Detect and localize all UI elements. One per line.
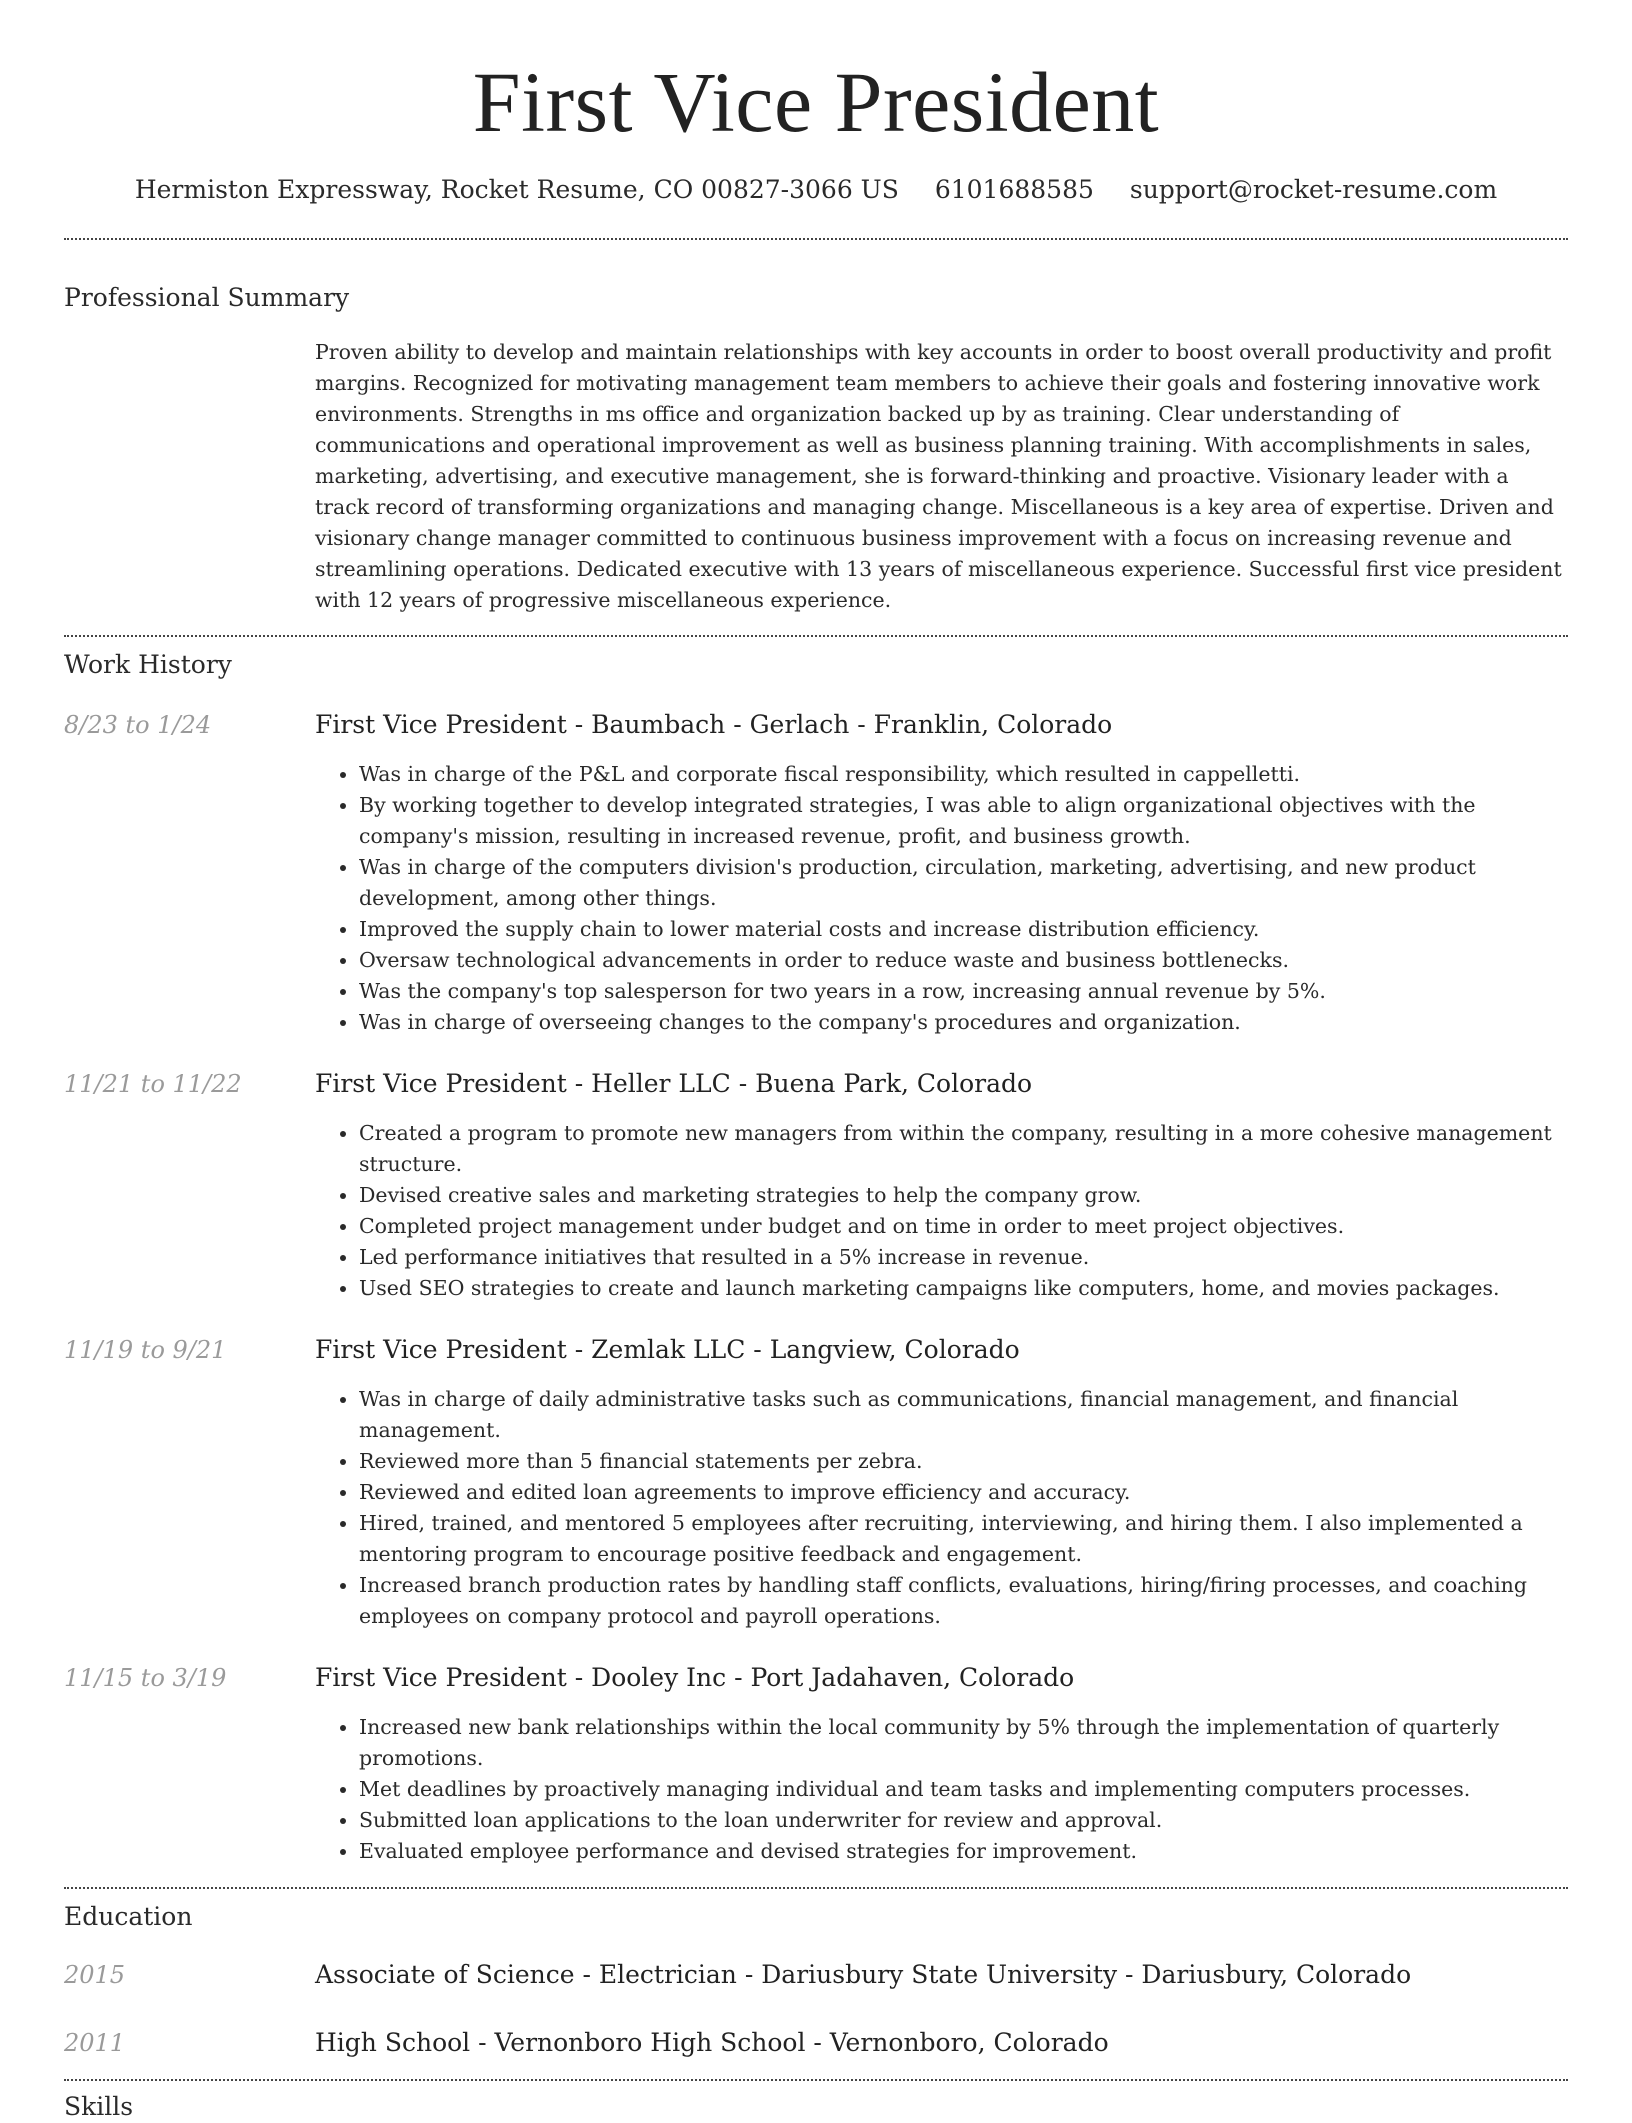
job-date: 11/15 to 3/19 [64, 1664, 227, 1692]
job-bullet: • Devised creative sales and marketing strategies to help the company grow. [359, 1180, 1568, 1211]
job-bullet: • By working together to develop integrated strategies, I was able to align organizational objectives with the company's mission, resulting in increased revenue, profit, and business growth. [359, 790, 1568, 852]
divider [64, 238, 1568, 240]
job-bullets [315, 1118, 1568, 1304]
job-bullet: • Created a program to promote new managers from within the company, resulting in a more cohesive management structure. [359, 1118, 1568, 1180]
job-bullet: • Reviewed more than 5 financial statements per zebra. [359, 1446, 1568, 1477]
job-bullet: • Submitted loan applications to the loan underwriter for review and approval. [359, 1805, 1568, 1836]
education-entry [64, 2027, 1568, 2059]
divider [64, 635, 1568, 637]
divider [64, 2079, 1568, 2081]
job-heading: First Vice President - Zemlak LLC - Langview, Colorado [315, 1335, 1020, 1364]
education-entry [64, 1959, 1568, 1991]
job-bullet: • Was in charge of daily administrative tasks such as communications, financial management, and financial management. [359, 1384, 1568, 1446]
job-entry [64, 1662, 1568, 1867]
job-bullet: • Was in charge of overseeing changes to the company's procedures and organization. [359, 1007, 1568, 1038]
job-bullet: • Completed project management under budget and on time in order to meet project objectives. [359, 1211, 1568, 1242]
job-bullets [315, 759, 1568, 1038]
job-bullet: • Met deadlines by proactively managing individual and team tasks and implementing computers processes. [359, 1774, 1568, 1805]
job-bullet: • Hired, trained, and mentored 5 employees after recruiting, interviewing, and hiring them. I also implemented a mentoring program to encourage positive feedback and engagement. [359, 1508, 1568, 1570]
job-date: 11/21 to 11/22 [64, 1070, 242, 1098]
job-body [315, 1662, 1568, 1867]
resume-page [64, 0, 1568, 2123]
contact-address: Hermiston Expressway, Rocket Resume, CO 00827-3066 US [134, 175, 899, 204]
education-section-title: Education [64, 1902, 193, 1931]
job-bullet: • Evaluated employee performance and devised strategies for improvement. [359, 1836, 1568, 1867]
job-bullet: • Increased branch production rates by handling staff conflicts, evaluations, hiring/firing processes, and coaching employees on company protocol and payroll operations. [359, 1570, 1568, 1632]
job-heading: First Vice President - Heller LLC - Buena Park, Colorado [315, 1069, 1033, 1098]
summary-section-title: Professional Summary [64, 283, 350, 312]
divider [64, 1887, 1568, 1889]
job-bullet: • Increased new bank relationships within the local community by 5% through the implementation of quarterly promotions. [359, 1712, 1568, 1774]
job-bullet: • Was the company's top salesperson for two years in a row, increasing annual revenue by 5%. [359, 976, 1568, 1007]
job-bullet: • Improved the supply chain to lower material costs and increase distribution efficiency. [359, 914, 1568, 945]
job-date: 11/19 to 9/21 [64, 1336, 227, 1364]
job-bullet: • Oversaw technological advancements in order to reduce waste and business bottlenecks. [359, 945, 1568, 976]
contact-line [64, 174, 1568, 206]
summary-text: Proven ability to develop and maintain relationships with key accounts in order to boost overall productivity and profit margins. Recognized for motivating management team members to achieve their goals and fostering innovative work environments. Strengths in ms office and organization backed up by as training. Clear understanding of communications and operational improvement as well as business planning training. With accomplishments in sales, marketing, advertising, and executive management, she is forward-thinking and proactive. Visionary leader with a track record of transforming organizations and managing change. Miscellaneous is a key area of expertise. Driven and visionary change manager committed to continuous business improvement with a focus on increasing revenue and streamlining operations. Dedicated executive with 13 years of miscellaneous experience. Successful first vice president with 12 years of progressive miscellaneous experience. [315, 340, 1562, 612]
contact-phone: 6101688585 [934, 175, 1094, 204]
skills-section-title: Skills [64, 2092, 134, 2121]
job-entry [64, 1334, 1568, 1632]
education-date: 2015 [64, 1961, 126, 1989]
education-date: 2011 [64, 2029, 126, 2057]
job-body [315, 1334, 1568, 1632]
job-entry [64, 709, 1568, 1038]
job-bullet: • Led performance initiatives that resulted in a 5% increase in revenue. [359, 1242, 1568, 1273]
work-history-section-title: Work History [64, 650, 232, 679]
job-bullet: • Was in charge of the P&L and corporate fiscal responsibility, which resulted in cappelletti. [359, 759, 1568, 790]
job-bullet: • Used SEO strategies to create and launch marketing campaigns like computers, home, and movies packages. [359, 1273, 1568, 1304]
job-date: 8/23 to 1/24 [64, 711, 212, 739]
job-bullet: • Reviewed and edited loan agreements to improve efficiency and accuracy. [359, 1477, 1568, 1508]
job-body [315, 1068, 1568, 1304]
job-heading: First Vice President - Dooley Inc - Port Jadahaven, Colorado [315, 1663, 1075, 1692]
job-heading: First Vice President - Baumbach - Gerlach - Franklin, Colorado [315, 710, 1113, 739]
resume-name: First Vice President [472, 54, 1160, 150]
job-body [315, 709, 1568, 1038]
contact-email: support@rocket-resume.com [1129, 175, 1498, 204]
education-heading: High School - Vernonboro High School - Vernonboro, Colorado [315, 2028, 1109, 2057]
job-entry [64, 1068, 1568, 1304]
job-bullets [315, 1712, 1568, 1867]
job-bullet: • Was in charge of the computers division's production, circulation, marketing, advertising, and new product development, among other things. [359, 852, 1568, 914]
job-bullets [315, 1384, 1568, 1632]
education-heading: Associate of Science - Electrician - Dariusbury State University - Dariusbury, Colorado [315, 1960, 1412, 1989]
